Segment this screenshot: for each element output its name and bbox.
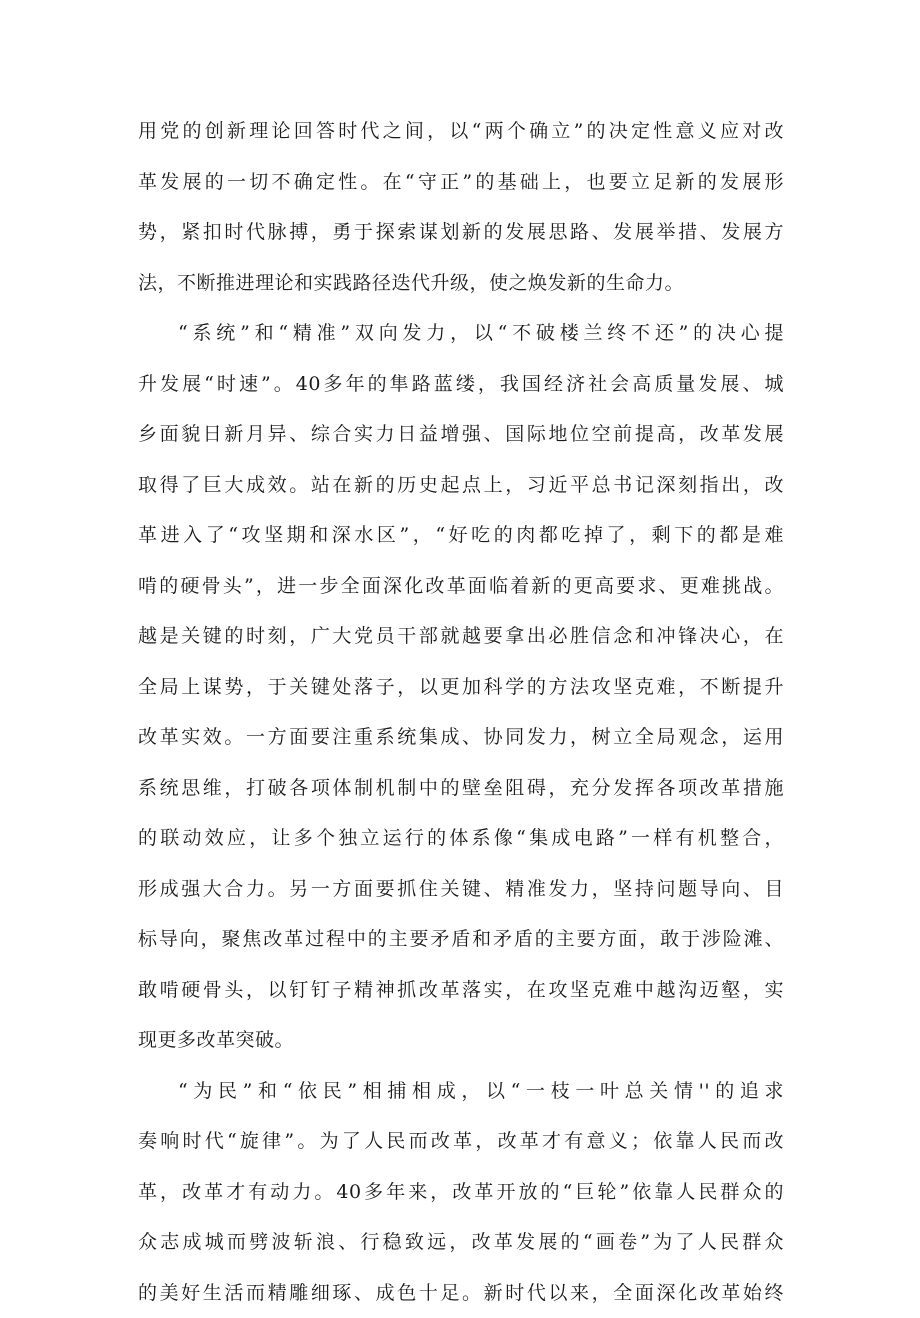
text-line: 势，紧扣时代脉搏，勇于探索谋划新的发展思路、发展举措、发展方 (138, 207, 784, 258)
text-line: 的美好生活而精雕细琢、成色十足。新时代以来，全面深化改革始终 (138, 1268, 784, 1318)
paragraph-2 (138, 308, 784, 1066)
text-line: 的联动效应，让多个独立运行的体系像“集成电路”一样有机整合， (138, 813, 784, 864)
text-line: 革，改革才有动力。40多年来，改革开放的“巨轮”依靠人民群众的 (138, 1167, 784, 1218)
text-line: 革进入了“攻坚期和深水区”，“好吃的肉都吃掉了，剩下的都是难 (138, 510, 784, 561)
text-line: 取得了巨大成效。站在新的历史起点上，习近平总书记深刻指出，改 (138, 460, 784, 511)
text-line: 越是关键的时刻，广大党员干部就越要拿出必胜信念和冲锋决心，在 (138, 611, 784, 662)
paragraph-3 (138, 1066, 784, 1318)
text-line: 全局上谋势，于关键处落子，以更加科学的方法攻坚克难，不断提升 (138, 662, 784, 713)
text-line: 法，不断推进理论和实践路径迭代升级，使之焕发新的生命力。 (138, 258, 784, 309)
text-line: 敢啃硬骨头，以钉钉子精神抓改革落实，在攻坚克难中越沟迈壑，实 (138, 965, 784, 1016)
text-line: 用党的创新理论回答时代之间，以“两个确立”的决定性意义应对改 (138, 106, 784, 157)
document-body (138, 106, 784, 1318)
text-line: 革发展的一切不确定性。在“守正”的基础上，也要立足新的发展形 (138, 157, 784, 208)
text-line: 改革实效。一方面要注重系统集成、协同发力，树立全局观念，运用 (138, 712, 784, 763)
text-line: 升发展“时速”。40多年的隼路蓝缕，我国经济社会高质量发展、城 (138, 359, 784, 410)
text-line: 啃的硬骨头”，进一步全面深化改革面临着新的更高要求、更难挑战。 (138, 561, 784, 612)
text-line: 众志成城而劈波斩浪、行稳致远，改革发展的“画卷”为了人民群众 (138, 1217, 784, 1268)
text-line: 标导向，聚焦改革过程中的主要矛盾和矛盾的主要方面，敢于涉险滩、 (138, 914, 784, 965)
text-line: 形成强大合力。另一方面要抓住关键、精准发力，坚持问题导向、目 (138, 864, 784, 915)
text-line: 现更多改革突破。 (138, 1015, 784, 1066)
text-line: 奏响时代“旋律”。为了人民而改革，改革才有意义；依靠人民而改 (138, 1116, 784, 1167)
text-line: 系统思维，打破各项体制机制中的壁垒阻碍，充分发挥各项改革措施 (138, 763, 784, 814)
text-line: “系统”和“精准”双向发力，以“不破楼兰终不还”的决心提 (138, 308, 784, 359)
paragraph-1 (138, 106, 784, 308)
text-line: 乡面貌日新月异、综合实力日益增强、国际地位空前提高，改革发展 (138, 409, 784, 460)
text-line: “为民”和“依民”相捕相成，以“一枝一叶总关情''的追求 (138, 1066, 784, 1117)
